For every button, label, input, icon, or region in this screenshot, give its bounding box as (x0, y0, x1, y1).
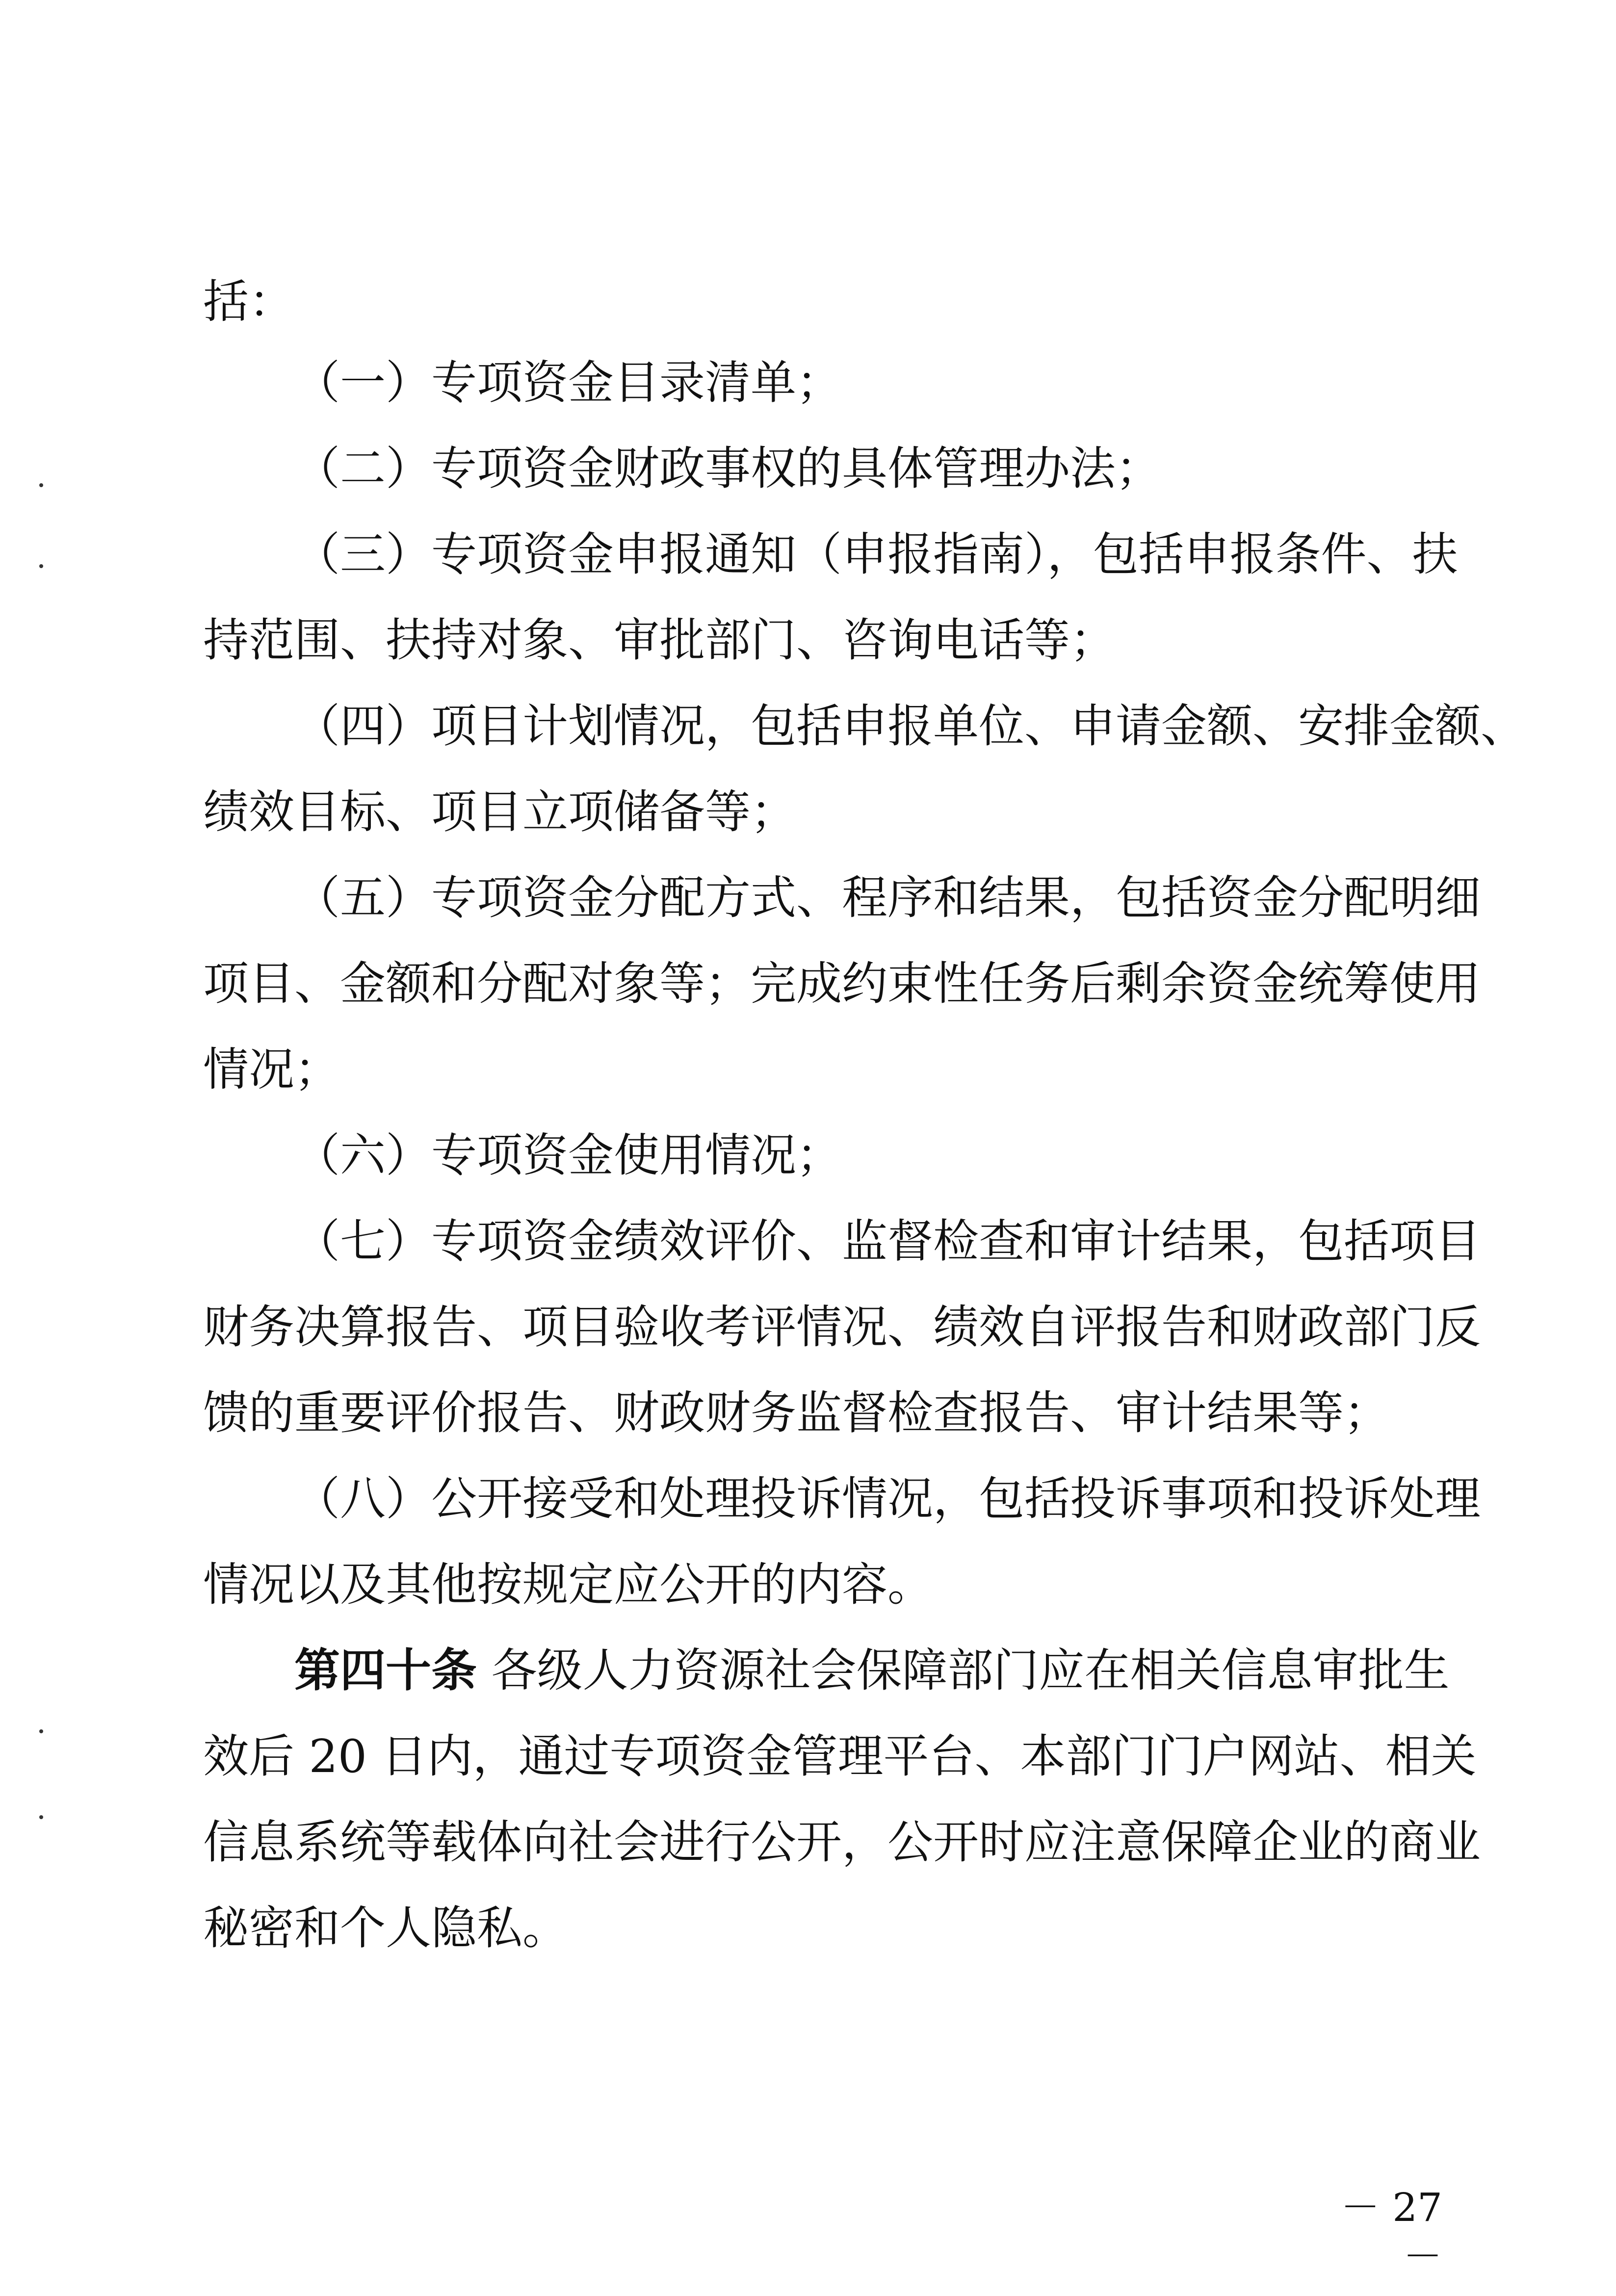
text-line: 馈的重要评价报告、财政财务监督检查报告、审计结果等； (203, 1386, 1389, 1439)
text-line: 效后 20 日内，通过专项资金管理平台、本部门门户网站、相关 (203, 1730, 1477, 1783)
text-line: 信息系统等载体向社会进行公开，公开时应注意保障企业的商业 (203, 1816, 1481, 1869)
text-line: （四）项目计划情况，包括申报单位、申请金额、安排金额、 (294, 700, 1526, 753)
text-line: 情况； (203, 1043, 340, 1096)
text-line: 括： (203, 275, 294, 328)
article-text: 各级人力资源社会保障部门应在相关信息审批生 (491, 1644, 1450, 1697)
text-line: 财务决算报告、项目验收考评情况、绩效自评报告和财政部门反 (203, 1301, 1481, 1354)
margin-mark (39, 564, 43, 568)
text-line: 项目、金额和分配对象等；完成约束性任务后剩余资金统筹使用 (203, 957, 1481, 1010)
page-number: － 27 － (1340, 2185, 1442, 2279)
text-line: （八）公开接受和处理投诉情况，包括投诉事项和投诉处理 (294, 1472, 1481, 1525)
margin-mark (39, 1815, 43, 1819)
text-line: （六）专项资金使用情况； (294, 1129, 842, 1182)
margin-mark (39, 1729, 43, 1733)
text-line: 持范围、扶持对象、审批部门、咨询电话等； (203, 614, 1116, 667)
article-heading: 第四十条 (294, 1644, 477, 1697)
text-line: （七）专项资金绩效评价、监督检查和审计结果，包括项目 (294, 1215, 1481, 1268)
text-line: 情况以及其他按规定应公开的内容。 (203, 1558, 933, 1611)
text-line: （二）专项资金财政事权的具体管理办法； (294, 442, 1161, 495)
text-line: 秘密和个人隐私。 (203, 1902, 568, 1955)
article-first-line (294, 1641, 1450, 1700)
text-line: （一）专项资金目录清单； (294, 356, 842, 409)
text-line: （三）专项资金申报通知（申报指南），包括申报条件、扶 (294, 528, 1458, 581)
margin-mark (39, 483, 43, 487)
text-line: （五）专项资金分配方式、程序和结果，包括资金分配明细 (294, 871, 1481, 924)
text-line: 绩效目标、项目立项储备等； (203, 785, 796, 838)
